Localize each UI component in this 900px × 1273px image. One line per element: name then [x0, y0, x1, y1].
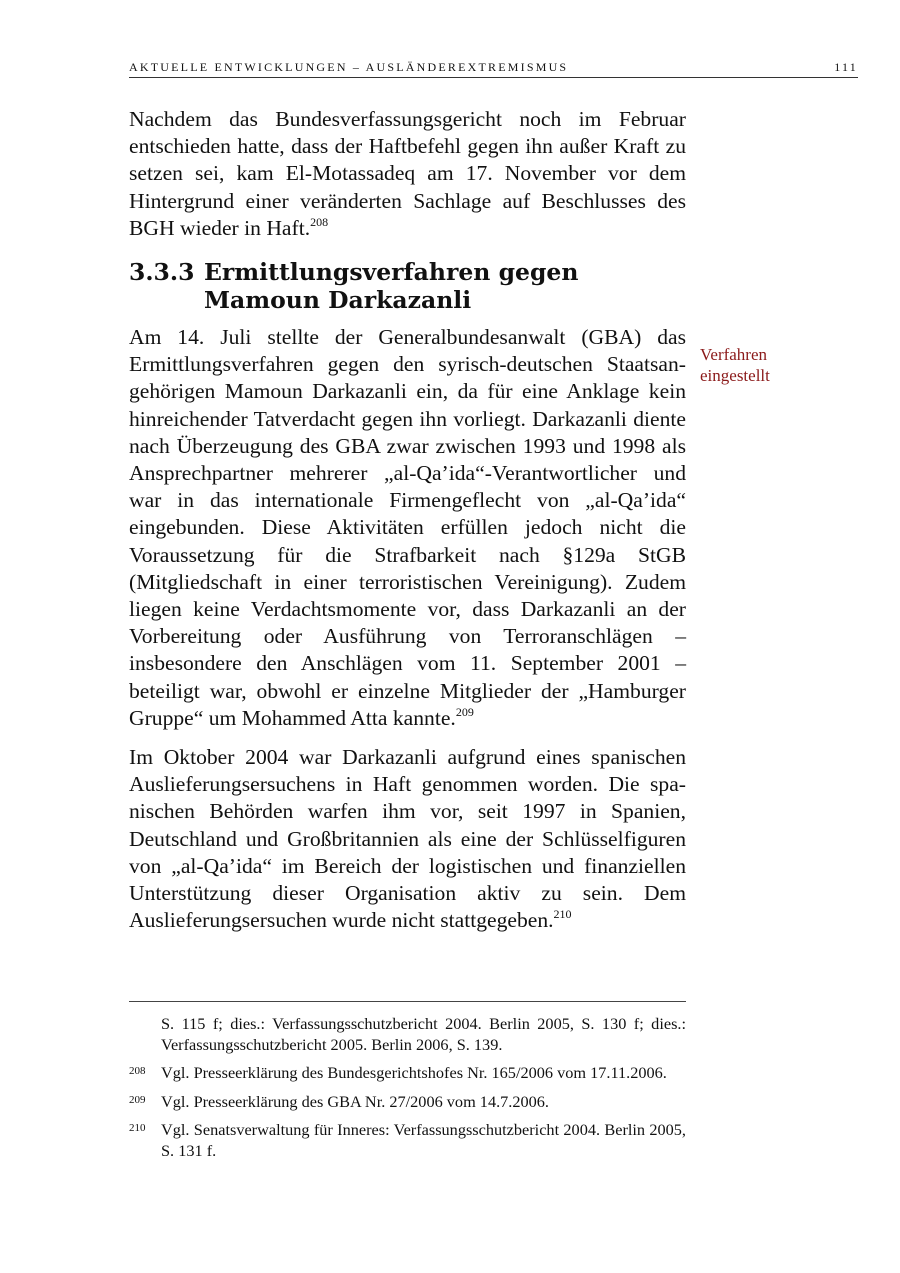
- footnote-number: 208: [129, 1065, 146, 1077]
- running-header: [129, 60, 858, 78]
- main-text-column: [129, 106, 686, 946]
- footnote-number: [129, 1014, 161, 1055]
- footnote-ref-209[interactable]: 209: [455, 704, 474, 719]
- section-number: 3.3.3: [129, 258, 195, 287]
- paragraph-2: [129, 324, 686, 732]
- footnote-208: [129, 1063, 686, 1084]
- footnote-209: [129, 1092, 686, 1113]
- paragraph-1: [129, 106, 686, 242]
- section-title: Ermittlungsverfahren gegen Mamoun Darkazanli: [204, 258, 579, 315]
- running-title: AKTUELLE ENTWICKLUNGEN – AUSLÄNDEREXTREMISMUS: [129, 60, 569, 74]
- footnote-210: [129, 1120, 686, 1161]
- footnote-text: Vgl. Presseerklärung des GBA Nr. 27/2006 vom 14.7.2006.: [161, 1091, 550, 1111]
- section-heading: [129, 258, 686, 314]
- footnote-ref-210[interactable]: 210: [553, 907, 572, 922]
- footnotes: [129, 1014, 686, 1169]
- footnote-number: 210: [129, 1122, 146, 1134]
- footnote-ref-208[interactable]: 208: [310, 214, 329, 229]
- footnote-number: 209: [129, 1093, 146, 1106]
- footnote-text: Vgl. Senatsverwaltung für Inneres: Verfassungsschutzbericht 2004. Berlin 2005, S. 131 f.: [161, 1120, 686, 1160]
- paragraph-3: [129, 744, 686, 934]
- paragraph-3-text: Im Oktober 2004 war Darkazanli aufgrund eines spanischen Auslieferungsersuchens in Haft genommen worden. Die spanischen Behörden warfen ihm vor, seit 1997 in Spanien, Deutschland und Großbritannien als eine der Schlüsselfiguren von „al-Qa’ida“ im Bereich der logistischen und finanziellen Unterstützung dieser Organisation aktiv zu sein. Dem Auslieferungsersuchen wurde nicht stattgegeben.: [129, 745, 686, 933]
- page-number: 111: [834, 60, 858, 74]
- paragraph-1-text: Nachdem das Bundesverfassungsgericht noch im Februar entschieden hatte, dass der Haftbefehl gegen ihn außer Kraft zu setzen sei, kam El-Motassadeq am 17. November vor dem Hintergrund einer veränderten Sachlage auf Beschlusses des BGH wieder in Haft.: [129, 107, 686, 240]
- margin-note: Verfahren eingestellt: [700, 345, 770, 385]
- footnote-text: Vgl. Presseerklärung des Bundesgerichtshofes Nr. 165/2006 vom 17.11.2006.: [161, 1063, 667, 1082]
- footnote-continued: [129, 1014, 686, 1055]
- footnote-text: S. 115 f; dies.: Verfassungsschutzbericht 2004. Berlin 2005, S. 130 f; dies.: Verfassungsschutzbericht 2005. Berlin 2006, S. 139.: [161, 1014, 686, 1054]
- paragraph-2-text: Am 14. Juli stellte der Generalbundesanwalt (GBA) das Ermittlungsverfahren gegen den syrisch-deutschen Staatsangehörigen Mamoun Darkazanli ein, da für eine Anklage kein hinreichender Tatverdacht gegen ihn vorliegt. Darkazanli diente nach Überzeugung des GBA zwar zwischen 1993 und 1998 als Ansprechpartner mehrerer „al-Qa’ida“-Verantwortlicher und war in das internationale Firmengeflecht von „al-Qa’ida“ eingebunden. Diese Aktivitäten erfüllen jedoch nicht die Voraussetzung für die Strafbarkeit nach §129a StGB (Mitgliedschaft in einer terroristischen Vereinigung). Zudem liegen keine Verdachtsmomente vor, dass Darkazanli an der Vorbereitung oder Ausführung von Terroranschlägen – insbesondere den Anschlägen vom 11. September 2001 – beteiligt war, obwohl er einzelne Mitglieder der „Hamburger Gruppe“ um Mohammed Atta kannte.: [129, 325, 686, 730]
- footnote-divider: [129, 1001, 686, 1002]
